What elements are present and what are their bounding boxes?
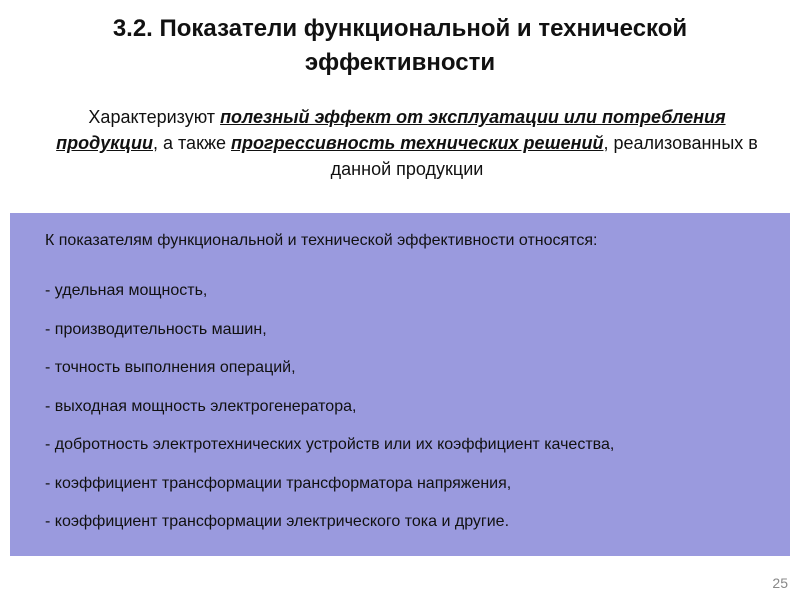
list-item: - коэффициент трансформации трансформатора напряжения,: [45, 474, 512, 492]
slide-title: [40, 12, 760, 80]
indicators-box: [10, 213, 790, 556]
indicators-list: [45, 280, 614, 550]
list-item: - выходная мощность электрогенератора,: [45, 397, 357, 415]
slide-title-line-1: 3.2. Показатели функциональной и технической: [112, 15, 688, 42]
list-item: - добротность электротехнических устройств или их коэффициент качества,: [45, 436, 615, 453]
intro-text-3: , реализованных в данной продукции: [330, 133, 758, 179]
list-item: - точность выполнения операций,: [45, 359, 296, 376]
intro-text-2: , а также: [153, 133, 231, 153]
list-item: - коэффициент трансформации электрического тока и другие.: [45, 513, 510, 530]
slide-title-line-2: эффективности: [304, 49, 496, 76]
intro-emphasis-2: прогрессивность технических решений: [231, 133, 604, 153]
indicators-heading: К показателям функциональной и технической эффективности относятся:: [45, 232, 598, 249]
intro-text-1: Характеризуют: [88, 107, 221, 127]
intro-emphasis-1: полезный эффект от эксплуатации или потребления продукции: [56, 107, 726, 153]
page-number: 25: [772, 575, 788, 591]
intro-paragraph: [40, 104, 774, 182]
list-item: - удельная мощность,: [45, 282, 208, 299]
list-item: - производительность машин,: [45, 320, 267, 338]
